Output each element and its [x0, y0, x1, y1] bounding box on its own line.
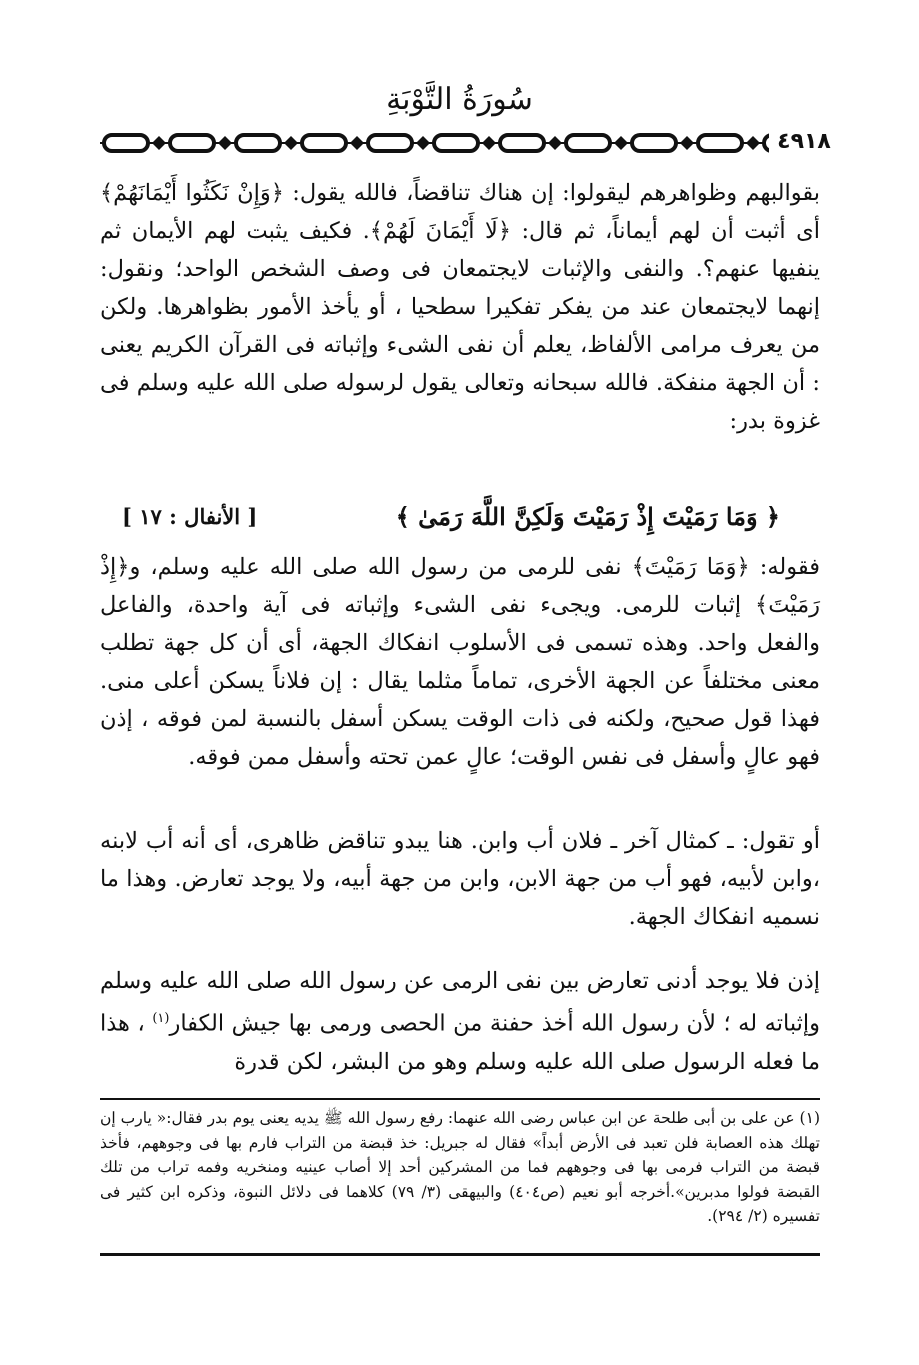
quran-verse: ﴿ وَمَا رَمَيْتَ إِذْ رَمَيْتَ وَلَكِنَّ اللَّهَ رَمَىٰ ﴾ — [395, 502, 780, 531]
footnote: (١) عن على بن أبى طلحة عن ابن عباس رضى الله عنهما: رفع رسول الله ﷺ يديه يعنى يوم بدر فقال:« يارب إن تهلك هذه العصابة فلن تعبد فى الأرض أبداً» فقال له جبريل: خذ قبضة من التراب فارم بها فى وجوههم، فأخذ قبضة من التراب فرمى بها فى وجوههم فما من المشركين أحد إلا أصاب عينيه ومنخريه وفمه تراب من تلك القبضة فولوا مدبرين».أخرجه أبو نعيم (ص٤٠٤) والبيهقى (٣/ ٧٩) كلاهما فى دلائل النبوة، وذكره ابن كثير فى تفسيره (٢/ ٢٩٤). — [100, 1109, 820, 1225]
page-number: ٤٩١٨ — [769, 128, 839, 156]
paragraph-3 — [100, 822, 820, 936]
paragraph-2 — [100, 548, 820, 776]
paragraph-1 — [100, 174, 820, 440]
paragraph-4-text-start: إذن فلا يوجد أدنى تعارض بين نفى الرمى عن رسول الله صلى الله عليه وسلم وإثباته له ؛ لأن رسول الله أخذ حفنة من الحصى ورمى بها جيش الكفار — [100, 968, 821, 1037]
paragraph-2-text: فقوله: ﴿وَمَا رَمَيْتَ﴾ نفى للرمى من رسول الله صلى الله عليه وسلم، و﴿إِذْ رَمَيْتَ﴾ إثبات للرمى. ويجىء نفى الشىء وإثباته فى آية واحدة، والفاعل والفعل واحد. وهذه تسمى فى الأسلوب انفكاك الجهة، أى أن كل جهة تطلب معنى مختلفاً عن الجهة الأخرى، تماماً مثلما يقال : إن فلاناً يسكن أعلى منى. فهذا قول صحيح، ولكنه فى ذات الوقت يسكن أسفل بالنسبة لمن فوقه ، إذن فهو عالٍ وأسفل فى نفس الوقت؛ عالٍ عمن تحته وأسفل ممن فوقه. — [100, 554, 820, 770]
paragraph-1-text: بقوالبهم وظواهرهم ليقولوا: إن هناك تناقضاً، فالله يقول: ﴿وَإِنْ نَكَثُوا أَيْمَانَهُمْ﴾ أى أثبت أن لهم أيماناً، ثم قال: ﴿لَا أَيْمَانَ لَهُمْ﴾. فكيف يثبت لهم الأيمان ثم ينفيها عنهم؟. والنفى والإثبات لايجتمعان فى وصف الشخص الواحد؛ ونقول: إنهما لايجتمعان عند من يفكر تفكيرا سطحيا ، أو يأخذ الأمور بظواهرها. ولكن من يعرف مرامى الألفاظ، يعلم أن نفى الشىء وإثباته فى القرآن الكريم يعنى : أن الجهة منفكة. فالله سبحانه وتعالى يقول لرسوله صلى الله عليه وسلم فى غزوة بدر: — [100, 180, 820, 434]
paragraph-4-text-end: ، هذا ما فعله الرسول صلى الله عليه وسلم وهو من البشر، لكن قدرة — [100, 1010, 820, 1075]
footnote-separator — [100, 1098, 820, 1100]
quran-verse-block — [100, 500, 820, 544]
paragraph-3-text: أو تقول: ـ كمثال آخر ـ فلان أب وابن. هنا يبدو تناقض ظاهرى، أى أنه أب لابنه ،وابن لأبيه، فهو أب من جهة الابن، وابن من جهة أبيه، ولا يوجد تعارض. وهذا ما نسميه انفكاك الجهة. — [100, 828, 820, 930]
page-bottom-rule — [100, 1253, 820, 1256]
header-ornament-border — [100, 130, 820, 156]
paragraph-4-text — [100, 962, 820, 1081]
paragraph-4 — [100, 962, 820, 1081]
verse-reference: [ الأنفال : ١٧ ] — [122, 504, 258, 529]
surah-title: سُورَةُ التَّوْبَةِ — [386, 82, 533, 117]
footnote-marker[interactable]: (١) — [152, 1011, 170, 1026]
